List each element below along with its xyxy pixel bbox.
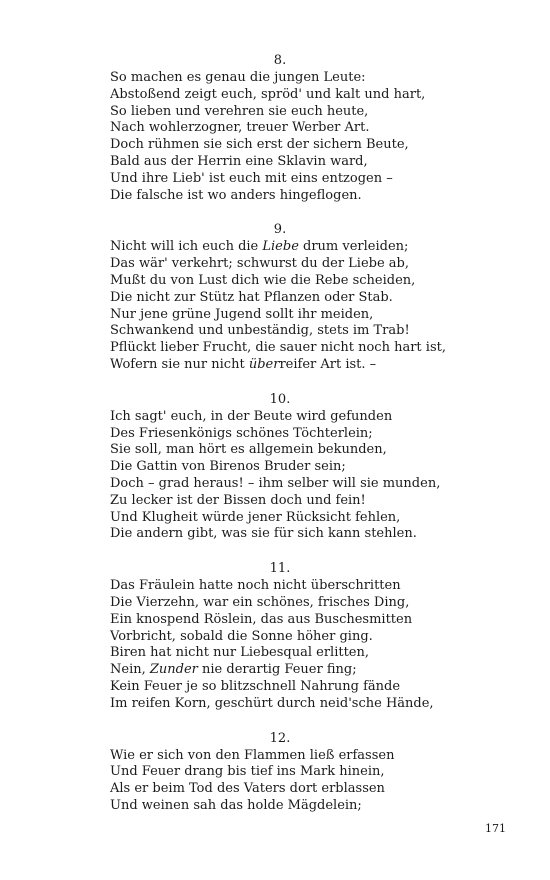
verse-text: Mußt du von Lust dich wie die Rebe scheiden, bbox=[110, 272, 416, 288]
verse-text: Und Feuer drang bis tief ins Mark hinein, bbox=[110, 764, 385, 780]
verse-line bbox=[110, 442, 450, 459]
verse-line bbox=[110, 645, 450, 662]
verse-text: Abstoßend zeigt euch, spröd' und kalt und hart, bbox=[110, 86, 426, 102]
verse-line bbox=[110, 137, 450, 154]
verse-line bbox=[110, 526, 450, 543]
verse-line bbox=[110, 493, 450, 510]
verse-text: Pflückt lieber Frucht, die sauer nicht noch hart ist, bbox=[110, 340, 446, 356]
stanza bbox=[110, 730, 450, 815]
verse-line bbox=[110, 104, 450, 121]
verse-line bbox=[110, 578, 450, 595]
verse-line bbox=[110, 459, 450, 476]
verse-text: Die Gattin von Birenos Bruder sein; bbox=[110, 459, 346, 475]
verse-text: Und ihre Lieb' ist euch mit eins entzogen – bbox=[110, 170, 393, 186]
verse-text: drum verleiden; bbox=[298, 239, 409, 255]
verse-text: Nach wohlerzogner, treuer Werber Art. bbox=[110, 120, 370, 136]
verse-line bbox=[110, 154, 450, 171]
verse-line bbox=[110, 87, 450, 104]
page-number: 171 bbox=[485, 822, 506, 835]
verse-text: Und Klugheit würde jener Rücksicht fehlen, bbox=[110, 509, 401, 525]
stanza-list bbox=[110, 52, 450, 815]
verse-text: Biren hat nicht nur Liebesqual erlitten, bbox=[110, 645, 370, 661]
verse-line bbox=[110, 409, 450, 426]
verse-text: reifer Art ist. – bbox=[279, 356, 377, 372]
verse-text: Kein Feuer je so blitzschnell Nahrung fände bbox=[110, 678, 401, 694]
verse-text: Nur jene grüne Jugend sollt ihr meiden, bbox=[110, 306, 374, 322]
verse-line bbox=[110, 340, 450, 357]
stanza bbox=[110, 52, 450, 204]
verse-line bbox=[110, 273, 450, 290]
verse-line bbox=[110, 781, 450, 798]
stanza bbox=[110, 391, 450, 543]
verse-text: Nicht will ich euch die bbox=[110, 239, 263, 255]
verse-text: Die andern gibt, was sie für sich kann stehlen. bbox=[110, 526, 417, 542]
verse-text: Wie er sich von den Flammen ließ erfassen bbox=[110, 747, 395, 763]
verse-line bbox=[110, 357, 450, 374]
verse-text: Das Fräulein hatte noch nicht überschritten bbox=[110, 578, 401, 594]
verse-line bbox=[110, 748, 450, 765]
verse-line bbox=[110, 696, 450, 713]
verse-text: Nein, bbox=[110, 662, 150, 678]
verse-line bbox=[110, 70, 450, 87]
verse-line bbox=[110, 595, 450, 612]
verse-text: Ich sagt' euch, in der Beute wird gefunden bbox=[110, 408, 393, 424]
verse-text: Die Vierzehn, war ein schönes, frisches Ding, bbox=[110, 594, 410, 610]
verse-line bbox=[110, 612, 450, 629]
stanza-number: 9. bbox=[273, 222, 287, 238]
verse-line bbox=[110, 307, 450, 324]
stanza-number: 10. bbox=[269, 391, 291, 407]
verse-line bbox=[110, 323, 450, 340]
verse-line bbox=[110, 171, 450, 188]
verse-text: Als er beim Tod des Vaters dort erblassen bbox=[110, 781, 385, 797]
verse-text: Ein knospend Röslein, das aus Buschesmitten bbox=[110, 611, 413, 627]
stanza-number: 8. bbox=[273, 53, 287, 68]
stanza-number: 12. bbox=[269, 730, 291, 746]
verse-line bbox=[110, 426, 450, 443]
verse-text: Vorbricht, sobald die Sonne höher ging. bbox=[110, 628, 373, 644]
verse-text: Schwankend und unbeständig, stets im Trab! bbox=[110, 323, 410, 339]
emphasized-text: Zunder bbox=[149, 662, 198, 678]
verse-line bbox=[110, 290, 450, 307]
stanza bbox=[110, 221, 450, 373]
verse-line bbox=[110, 256, 450, 273]
verse-text: Des Friesenkönigs schönes Töchterlein; bbox=[110, 425, 373, 441]
verse-text: So lieben und verehren sie euch heute, bbox=[110, 103, 369, 119]
verse-line bbox=[110, 510, 450, 527]
verse-text: nie derartig Feuer fing; bbox=[197, 662, 357, 678]
emphasized-text: Liebe bbox=[262, 239, 299, 255]
verse-text: Und weinen sah das holde Mägdelein; bbox=[110, 797, 362, 813]
verse-text: Doch rühmen sie sich erst der sichern Beute, bbox=[110, 137, 409, 153]
verse-line bbox=[110, 662, 450, 679]
emphasized-text: über bbox=[248, 356, 280, 372]
verse-text: Im reifen Korn, geschürt durch neid'sche Hände, bbox=[110, 695, 434, 711]
poem-page bbox=[110, 52, 450, 832]
verse-line bbox=[110, 679, 450, 696]
verse-text: Bald aus der Herrin eine Sklavin ward, bbox=[110, 153, 368, 169]
verse-text: So machen es genau die jungen Leute: bbox=[110, 70, 366, 85]
verse-line bbox=[110, 629, 450, 646]
verse-text: Zu lecker ist der Bissen doch und fein! bbox=[110, 492, 366, 508]
verse-line bbox=[110, 476, 450, 493]
verse-text: Wofern sie nur nicht bbox=[110, 356, 249, 372]
verse-line bbox=[110, 764, 450, 781]
stanza-number: 11. bbox=[269, 561, 291, 577]
verse-text: Die falsche ist wo anders hingeflogen. bbox=[110, 187, 362, 203]
verse-text: Doch – grad heraus! – ihm selber will sie munden, bbox=[110, 475, 441, 491]
stanza bbox=[110, 560, 450, 712]
verse-line bbox=[110, 239, 450, 256]
verse-text: Das wär' verkehrt; schwurst du der Liebe ab, bbox=[110, 256, 410, 272]
verse-line bbox=[110, 120, 450, 137]
verse-text: Die nicht zur Stütz hat Pflanzen oder Stab. bbox=[110, 289, 393, 305]
verse-line bbox=[110, 798, 450, 815]
verse-line bbox=[110, 188, 450, 205]
verse-text: Sie soll, man hört es allgemein bekunden, bbox=[110, 442, 387, 458]
